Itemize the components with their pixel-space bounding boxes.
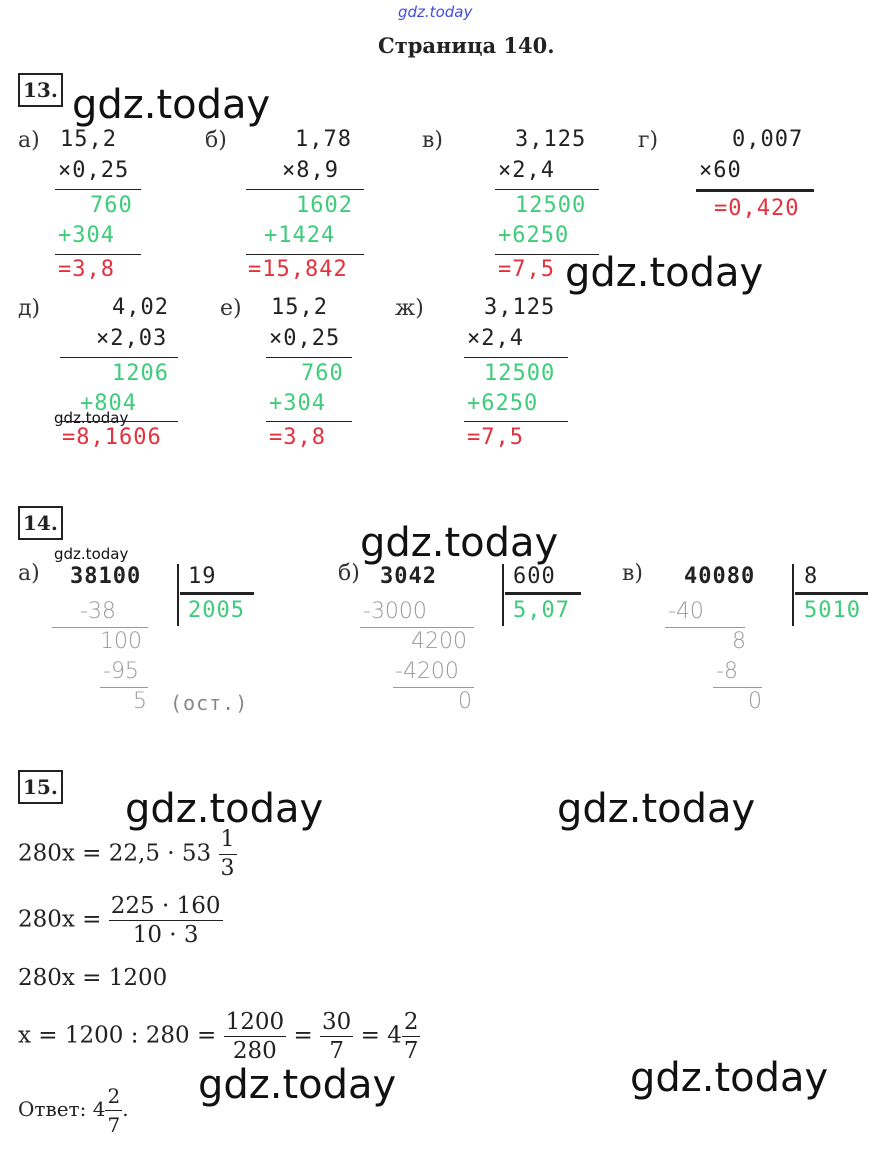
t13-d-n1: 4,02: [112, 295, 169, 320]
t13-zh-n2: ×2,4: [467, 326, 524, 351]
t15-line4-eq2: = 4: [360, 1022, 402, 1049]
t14-v-rule3: [713, 687, 762, 688]
t14-b-rule2: [360, 627, 474, 628]
t13-d-n2: ×2,03: [96, 326, 168, 351]
t14-a-r1: 100: [100, 629, 142, 654]
t13-b-result: =15,842: [248, 257, 348, 282]
t13-b-p1: 1602: [296, 193, 353, 218]
t14-v-s2: -8: [716, 659, 738, 684]
watermark: gdz.today: [125, 786, 324, 832]
t15-line4-f3-den: 7: [403, 1038, 419, 1064]
t13-g-n1: 0,007: [732, 127, 804, 152]
watermark: gdz.today: [72, 82, 271, 128]
t13-e-rule: [266, 357, 352, 358]
t15-line1: [18, 826, 237, 883]
t13-e-n1: 15,2: [271, 295, 328, 320]
t14-a-remainder: 5: [133, 689, 147, 714]
t15-answer-frac-num: 2: [105, 1082, 122, 1111]
watermark: gdz.today: [198, 1062, 397, 1108]
t13-a-p2: +304: [58, 223, 115, 248]
t14-v-remainder: 0: [748, 689, 762, 714]
t13-e-n2: ×0,25: [269, 326, 341, 351]
t13-b-n1: 1,78: [295, 127, 352, 152]
t13-zh-p1: 12500: [484, 361, 556, 386]
t15-line2-frac-den: 10 · 3: [132, 922, 199, 948]
t13-e-result: =3,8: [269, 425, 326, 450]
t13-e-rule2: [266, 421, 352, 422]
t15-answer-prefix: Ответ: 4: [18, 1097, 106, 1121]
t13-v-n1: 3,125: [515, 127, 587, 152]
t13-a-rule: [55, 189, 141, 190]
t13-a-rule2: [55, 254, 141, 255]
t15-line1-lhs: 280x = 22,5 · 53: [18, 840, 212, 867]
t13-a-result: =3,8: [58, 257, 115, 282]
t14-a-s1: -38: [80, 599, 116, 624]
t14-a-rule2: [52, 627, 148, 628]
t13-v-p1: 12500: [515, 193, 587, 218]
t15-line4-f2-num: 30: [322, 1009, 352, 1035]
t14-v-dividend: 40080: [684, 564, 756, 589]
t13-b-label: б): [205, 128, 227, 153]
t13-d-p2: +804: [80, 391, 137, 416]
t13-zh-rule2: [464, 421, 568, 422]
t13-g-label: г): [638, 128, 659, 153]
t13-d-p1: 1206: [112, 361, 169, 386]
t13-a-n2: ×0,25: [58, 158, 130, 183]
t14-a-vbar: [177, 564, 179, 626]
watermark: gdz.today: [557, 786, 756, 832]
t13-zh-label: ж): [395, 296, 424, 321]
t14-a-rule: [180, 592, 254, 595]
t13-zh-n1: 3,125: [484, 295, 556, 320]
t15-line4-lhs: x = 1200 : 280 =: [18, 1022, 217, 1049]
t13-b-rule2: [246, 254, 364, 255]
t14-a-rule3: [100, 687, 148, 688]
watermark-small: gdz.today: [54, 409, 129, 427]
t13-b-n2: ×8,9: [282, 158, 339, 183]
t13-g-n2: ×60: [699, 158, 742, 183]
t13-e-p2: +304: [269, 391, 326, 416]
t15-line1-frac-den: 3: [220, 856, 235, 881]
watermark: gdz.today: [360, 520, 559, 566]
t13-d-rule: [60, 357, 178, 358]
t14-a-label: а): [18, 561, 40, 586]
t14-b-label: б): [338, 561, 360, 586]
task-14-number: 14.: [18, 506, 63, 540]
t14-a-s2: -95: [103, 659, 139, 684]
t14-b-s2: -4200: [395, 659, 459, 684]
t13-a-p1: 760: [90, 193, 133, 218]
task-13-number: 13.: [18, 73, 63, 107]
header-watermark: gdz.today: [398, 3, 473, 21]
t13-v-p2: +6250: [498, 223, 570, 248]
t14-a-quotient: 2005: [188, 598, 245, 623]
t15-line4: [18, 1008, 420, 1065]
t15-line4-eq1: =: [293, 1022, 313, 1049]
t14-b-quotient: 5,07: [513, 598, 570, 623]
t13-d-label: д): [18, 296, 41, 321]
watermark-small: gdz.today: [54, 545, 129, 563]
t13-g-result: =0,420: [714, 196, 800, 221]
t13-b-rule: [246, 189, 364, 190]
t14-b-r1: 4200: [411, 629, 467, 654]
t15-line4-f1-num: 1200: [225, 1009, 285, 1035]
t13-zh-p2: +6250: [467, 391, 539, 416]
t14-b-vbar: [502, 564, 504, 626]
watermark: gdz.today: [630, 1055, 829, 1101]
t15-answer-suffix: .: [122, 1097, 129, 1121]
watermark: gdz.today: [565, 250, 764, 296]
t13-v-result: =7,5: [498, 257, 555, 282]
t15-line2-lhs: 280x =: [18, 906, 102, 933]
t14-v-quotient: 5010: [804, 598, 861, 623]
task-15-number: 15.: [18, 770, 63, 804]
t14-b-rule3: [393, 687, 474, 688]
t14-v-divisor: 8: [804, 564, 819, 589]
t13-d-rule2: [60, 421, 178, 422]
t14-b-remainder: 0: [458, 689, 472, 714]
t13-b-p2: +1424: [264, 223, 336, 248]
t14-b-divisor: 600: [513, 564, 556, 589]
t14-v-r1: 8: [732, 629, 746, 654]
t13-a-label: а): [18, 128, 40, 153]
t14-b-s1: -3000: [363, 599, 427, 624]
t15-line4-f3-num: 2: [403, 1009, 419, 1035]
t13-v-rule: [495, 189, 599, 190]
t14-v-rule2: [665, 627, 745, 628]
t13-g-rule: [696, 189, 814, 192]
t13-e-p1: 760: [301, 361, 344, 386]
t13-zh-rule: [464, 357, 568, 358]
t14-a-dividend: 38100: [70, 564, 142, 589]
t14-v-s1: -40: [668, 599, 704, 624]
t15-line1-frac-num: 1: [219, 826, 237, 855]
t14-v-label: в): [622, 561, 643, 586]
t13-a-n1: 15,2: [60, 127, 117, 152]
t13-e-label: е): [220, 296, 242, 321]
t14-v-rule: [795, 592, 868, 595]
t14-b-dividend: 3042: [380, 564, 437, 589]
t13-zh-result: =7,5: [467, 425, 524, 450]
t14-v-vbar: [792, 564, 794, 626]
t15-line4-f1-den: 280: [232, 1038, 277, 1064]
t13-d-result: =8,1606: [62, 425, 162, 450]
t15-answer: [18, 1082, 129, 1139]
t15-line2-frac-num: 225 · 160: [110, 893, 221, 919]
t14-a-divisor: 19: [188, 564, 217, 589]
page-title: Страница 140.: [378, 33, 555, 58]
t15-line4-f2-den: 7: [329, 1038, 344, 1064]
t15-line2: [18, 892, 223, 949]
t13-v-n2: ×2,4: [498, 158, 555, 183]
t14-b-rule: [505, 592, 581, 595]
t15-answer-frac-den: 7: [107, 1113, 121, 1137]
t13-v-label: в): [422, 128, 443, 153]
t14-a-remainder-note: (ост.): [170, 691, 249, 715]
t15-line3: 280x = 1200: [18, 965, 168, 991]
